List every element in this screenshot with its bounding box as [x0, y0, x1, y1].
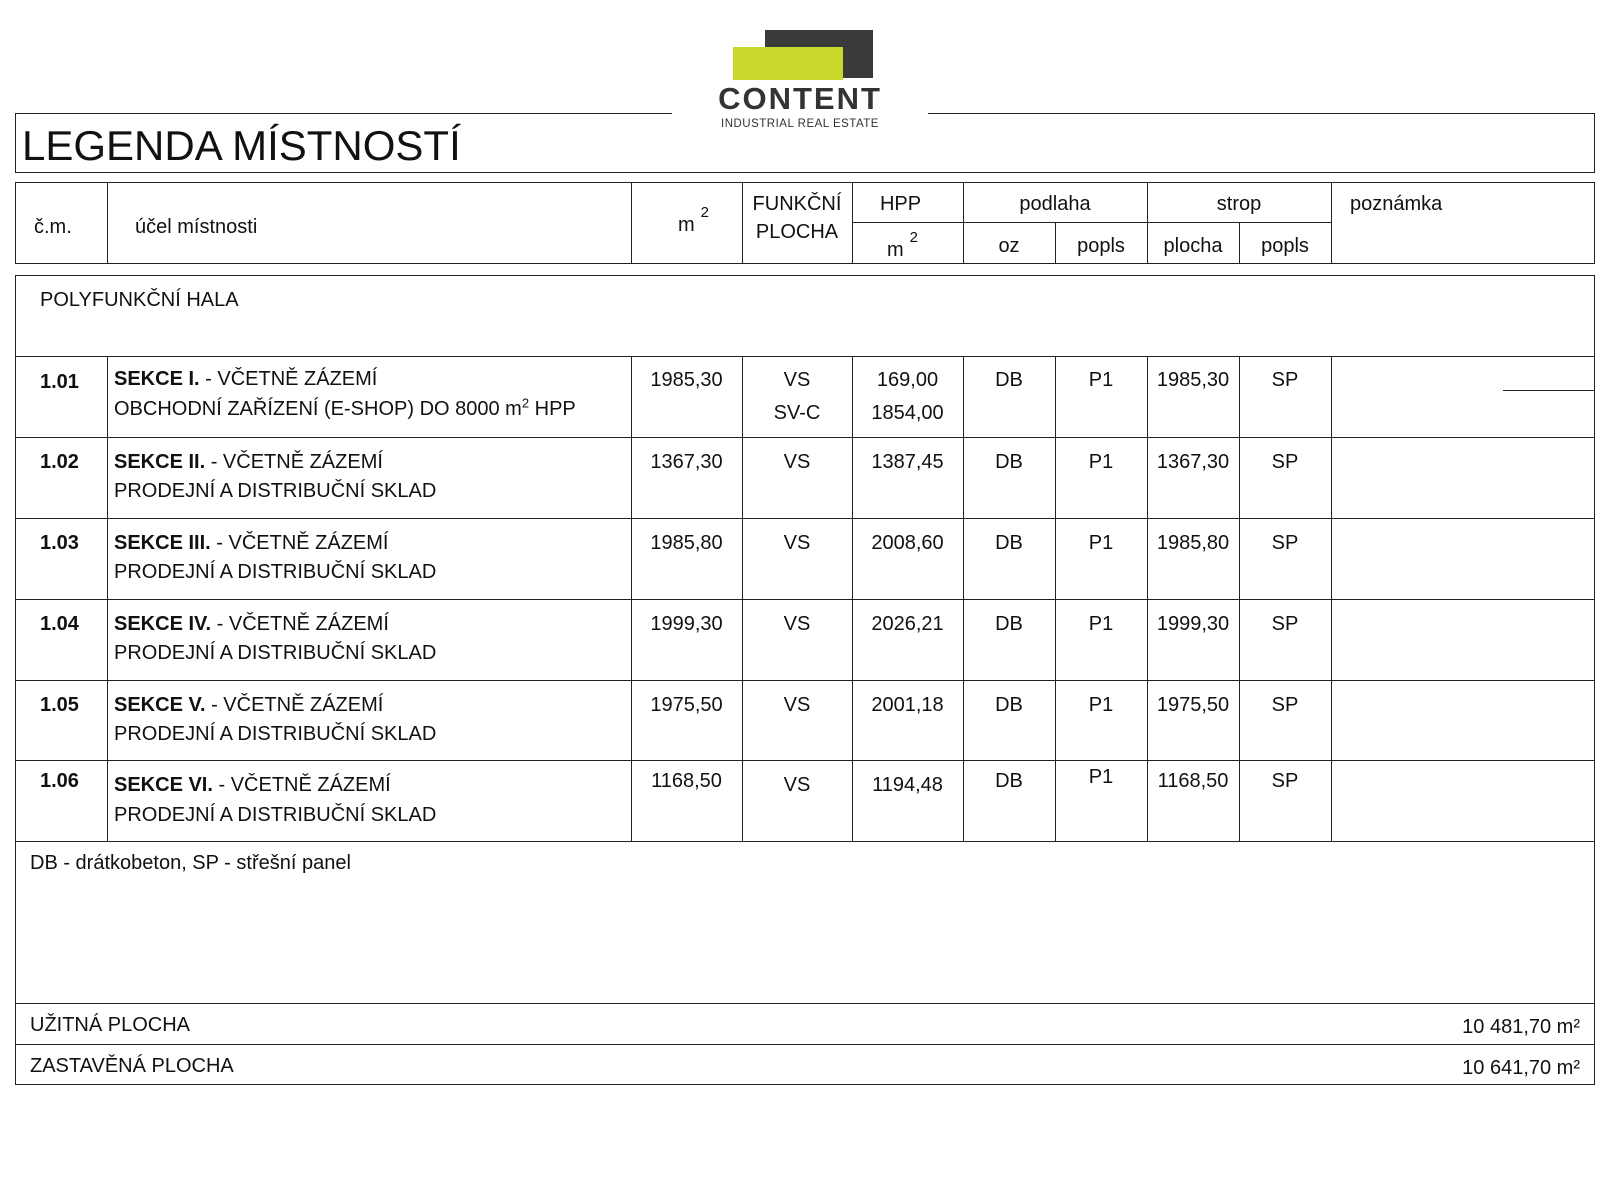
row-purpose: PRODEJNÍ A DISTRIBUČNÍ SKLAD [114, 642, 437, 664]
header-hpp-unit: m [887, 239, 904, 261]
row-func: VS [783, 774, 811, 796]
row-name-rest: - VČETNĚ ZÁZEMÍ [211, 613, 389, 635]
row-oz: DB [995, 694, 1023, 716]
row-line [15, 437, 1595, 438]
row-oz: DB [995, 532, 1023, 554]
row-id: 1.04 [40, 613, 79, 635]
row-plocha: 1999,30 [1156, 613, 1230, 635]
row-popls: P1 [1088, 369, 1114, 391]
row-name [114, 450, 383, 474]
row-purpose-tail: HPP [529, 398, 576, 420]
header-hpp-area [887, 229, 919, 264]
summary-label: UŽITNÁ PLOCHA [30, 1014, 191, 1036]
header-area [678, 204, 710, 239]
row-purpose: PRODEJNÍ A DISTRIBUČNÍ SKLAD [114, 804, 437, 826]
page-title: LEGENDA MÍSTNOSTÍ [22, 122, 461, 169]
row-purpose: PRODEJNÍ A DISTRIBUČNÍ SKLAD [114, 480, 437, 502]
row-oz: DB [995, 451, 1023, 473]
row-popls: P1 [1088, 451, 1114, 473]
row-name [114, 367, 377, 391]
row-plocha: 1985,80 [1156, 532, 1230, 554]
row-name-bold: SEKCE III. [114, 532, 211, 554]
row-strop-popls: SP [1271, 694, 1299, 716]
row-name-rest: - VČETNĚ ZÁZEMÍ [205, 451, 383, 473]
col-line [1331, 356, 1332, 841]
row-popls: P1 [1088, 613, 1114, 635]
title-top-line-right [928, 113, 1595, 114]
header-hpp: HPP [879, 193, 922, 215]
content-logo-icon [733, 30, 873, 80]
header-strop-plocha: plocha [1163, 235, 1223, 257]
row-name-bold: SEKCE I. [114, 368, 200, 390]
row-plocha: 1975,50 [1156, 694, 1230, 716]
row-oz: DB [995, 613, 1023, 635]
row-line [15, 1003, 1595, 1004]
row-func: VS [783, 694, 811, 716]
row-strop-popls: SP [1271, 770, 1299, 792]
row-name-bold: SEKCE II. [114, 451, 206, 473]
header-area-unit: m [678, 214, 695, 236]
row-strop-popls: SP [1271, 369, 1299, 391]
row-name-rest: - VČETNĚ ZÁZEMÍ [210, 532, 389, 554]
row-hpp: 2008,60 [871, 532, 944, 554]
row-id: 1.06 [40, 770, 79, 792]
header-divider [1331, 182, 1332, 264]
section-title: POLYFUNKČNÍ HALA [40, 289, 239, 311]
row-area: 1985,80 [650, 532, 723, 554]
header-divider [107, 182, 108, 264]
row-line [15, 599, 1595, 600]
row-name [114, 531, 389, 555]
header-strop: strop [1216, 193, 1262, 215]
col-line [107, 356, 108, 841]
row-hpp2: 1854,00 [871, 402, 944, 424]
title-right-edge [1594, 113, 1595, 173]
row-purpose: PRODEJNÍ A DISTRIBUČNÍ SKLAD [114, 723, 437, 745]
row-name-rest: - VČETNĚ ZÁZEMÍ [212, 774, 391, 796]
header-podlaha: podlaha [1019, 193, 1091, 215]
legend-note: DB - drátkobeton, SP - střešní panel [30, 852, 351, 874]
row-name-bold: SEKCE V. [114, 694, 206, 716]
row-strop-popls: SP [1271, 613, 1299, 635]
row-plocha: 1367,30 [1156, 451, 1230, 473]
row-popls: P1 [1088, 766, 1114, 788]
row-line [15, 841, 1595, 842]
title-left-edge [15, 113, 16, 173]
note-leader-line [1503, 390, 1595, 391]
header-funkcni: FUNKČNÍ [752, 193, 842, 215]
row-id: 1.01 [40, 371, 79, 393]
row-func: VS [783, 613, 811, 635]
row-oz: DB [995, 770, 1023, 792]
row-line [15, 760, 1595, 761]
summary-label: ZASTAVĚNÁ PLOCHA [30, 1055, 234, 1077]
row-line [15, 680, 1595, 681]
col-line [852, 356, 853, 841]
header-popls-floor: popls [1077, 235, 1125, 257]
header-ucel: účel místnosti [135, 216, 258, 238]
row-id: 1.02 [40, 451, 79, 473]
header-area-sup: 2 [700, 204, 710, 221]
row-area: 1999,30 [650, 613, 723, 635]
col-line [742, 356, 743, 841]
row-hpp: 1194,48 [872, 774, 943, 796]
header-poznamka: poznámka [1350, 193, 1443, 215]
row-name-bold: SEKCE VI. [114, 774, 213, 796]
row-purpose-sup: 2 [521, 395, 530, 411]
header-hpp-sup: 2 [909, 229, 919, 246]
logo-tagline: INDUSTRIAL REAL ESTATE [721, 118, 879, 130]
row-hpp: 1387,45 [871, 451, 944, 473]
row-hpp: 2001,18 [871, 694, 944, 716]
row-line [15, 518, 1595, 519]
row-name [114, 773, 391, 797]
summary-value: 10 641,70 m² [1462, 1057, 1580, 1079]
row-strop-popls: SP [1271, 532, 1299, 554]
header-popls-ceiling: popls [1261, 235, 1309, 257]
row-func: VS [783, 532, 811, 554]
row-id: 1.03 [40, 532, 79, 554]
header-divider [631, 182, 632, 264]
row-plocha: 1168,50 [1157, 770, 1229, 792]
row-func: VS [783, 369, 811, 391]
row-popls: P1 [1088, 532, 1114, 554]
row-popls: P1 [1088, 694, 1114, 716]
row-line [15, 1044, 1595, 1045]
row-purpose: PRODEJNÍ A DISTRIBUČNÍ SKLAD [114, 561, 437, 583]
header-cm: č.m. [34, 216, 72, 238]
row-oz: DB [995, 369, 1023, 391]
row-name [114, 693, 383, 717]
row-id: 1.05 [40, 694, 79, 716]
row-purpose [114, 397, 576, 421]
row-name-rest: - VČETNĚ ZÁZEMÍ [199, 368, 378, 390]
row-purpose-text: OBCHODNÍ ZAŘÍZENÍ (E-SHOP) DO 8000 m [114, 398, 522, 420]
header-subdivider [852, 222, 1331, 223]
row-area: 1975,50 [650, 694, 723, 716]
title-bottom-line [15, 172, 1595, 173]
row-area: 1985,30 [650, 369, 723, 391]
row-area: 1367,30 [650, 451, 723, 473]
logo-wordmark: CONTENT [718, 81, 882, 116]
row-name [114, 612, 389, 636]
row-name-rest: - VČETNĚ ZÁZEMÍ [205, 694, 384, 716]
title-top-line-left [15, 113, 672, 114]
header-plocha: PLOCHA [755, 221, 839, 243]
row-name-bold: SEKCE IV. [114, 613, 212, 635]
row-plocha: 1985,30 [1156, 369, 1230, 391]
row-func2: SV-C [773, 402, 821, 424]
row-hpp: 2026,21 [871, 613, 944, 635]
row-hpp: 169,00 [876, 369, 939, 391]
row-strop-popls: SP [1271, 451, 1299, 473]
row-func: VS [783, 451, 811, 473]
header-oz: oz [998, 235, 1020, 257]
row-area: 1168,50 [651, 770, 722, 792]
row-line [15, 356, 1595, 357]
summary-value: 10 481,70 m² [1462, 1016, 1580, 1038]
